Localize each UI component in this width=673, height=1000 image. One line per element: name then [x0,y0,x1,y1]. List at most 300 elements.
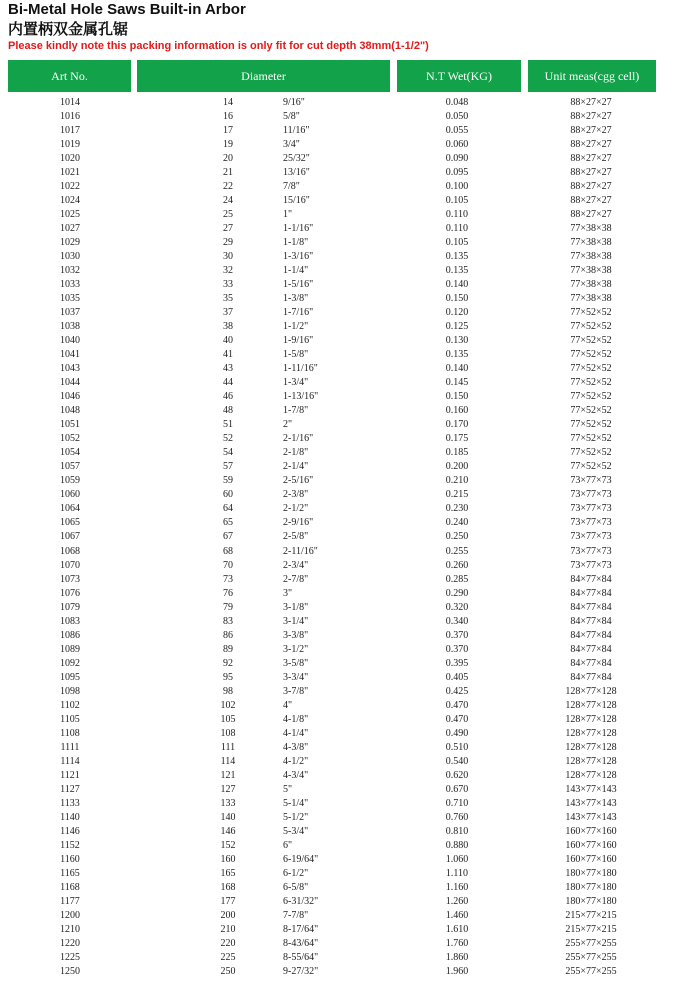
weight-cell: 0.370 [445,629,469,641]
table-row [0,432,673,446]
unit-meas-cell: 88×27×27 [570,181,612,193]
unit-meas-cell: 88×27×27 [570,209,612,221]
diameter-mm-cell: 168 [220,881,236,893]
diameter-mm-cell: 102 [220,699,236,711]
diameter-mm-cell: 127 [220,783,236,795]
weight-cell: 0.290 [445,587,469,599]
art-no-cell: 1177 [60,895,80,907]
weight-cell: 0.370 [445,643,469,655]
diameter-mm-cell: 59 [223,475,233,487]
art-no-cell: 1086 [60,629,80,641]
table-row [0,166,673,180]
weight-cell: 0.175 [445,433,469,445]
weight-cell: 0.170 [445,419,469,431]
unit-meas-cell: 73×77×73 [570,531,612,543]
unit-meas-cell: 77×38×38 [570,223,612,235]
unit-meas-cell: 77×52×52 [570,321,612,333]
weight-cell: 0.260 [445,559,469,571]
unit-meas-cell: 128×77×128 [565,755,617,767]
table-row [0,418,673,432]
diameter-inch-cell: 4-1/2" [283,755,309,767]
diameter-inch-cell: 1-5/8" [283,349,309,361]
art-no-cell: 1046 [60,391,80,403]
diameter-mm-cell: 64 [223,503,233,515]
diameter-mm-cell: 20 [223,153,233,165]
weight-cell: 0.110 [445,209,469,221]
diameter-inch-cell: 2-1/16" [283,433,314,445]
diameter-mm-cell: 25 [223,209,233,221]
art-no-cell: 1165 [60,867,80,879]
diameter-mm-cell: 79 [223,601,233,613]
table-row [0,306,673,320]
art-no-cell: 1108 [60,727,80,739]
unit-meas-cell: 128×77×128 [565,769,617,781]
unit-meas-cell: 77×52×52 [570,307,612,319]
art-no-cell: 1105 [60,713,80,725]
diameter-inch-cell: 3" [283,587,293,599]
diameter-mm-cell: 73 [223,573,233,585]
weight-cell: 0.470 [445,713,469,725]
weight-cell: 0.105 [445,237,469,249]
diameter-inch-cell: 1-13/16" [283,391,319,403]
unit-meas-cell: 84×77×84 [570,587,612,599]
table-row [0,390,673,404]
diameter-inch-cell: 2-9/16" [283,517,314,529]
unit-meas-cell: 88×27×27 [570,97,612,108]
diameter-inch-cell: 5/8" [283,111,300,123]
art-no-cell: 1098 [60,685,80,697]
diameter-inch-cell: 25/32" [283,153,310,165]
page-title-chinese: 内置柄双金属孔锯 [8,20,129,38]
diameter-mm-cell: 83 [223,615,233,627]
weight-cell: 1.960 [445,965,469,977]
table-row [0,909,673,923]
table-row [0,713,673,727]
diameter-inch-cell: 3/4" [283,139,300,151]
weight-cell: 0.090 [445,153,469,165]
diameter-inch-cell: 2-5/8" [283,531,309,543]
diameter-inch-cell: 1-1/16" [283,223,314,235]
table-row [0,208,673,222]
unit-meas-cell: 77×52×52 [570,349,612,361]
table-row [0,264,673,278]
table-row [0,797,673,811]
diameter-mm-cell: 29 [223,237,233,249]
weight-cell: 0.125 [445,321,469,333]
diameter-inch-cell: 5-1/4" [283,797,309,809]
art-no-cell: 1089 [60,643,80,655]
table-row [0,460,673,474]
table-row [0,811,673,825]
diameter-mm-cell: 114 [220,755,236,767]
diameter-mm-cell: 43 [223,363,233,375]
unit-meas-cell: 77×52×52 [570,405,612,417]
art-no-cell: 1022 [60,181,80,193]
page-title: Bi-Metal Hole Saws Built-in Arbor [8,1,246,18]
weight-cell: 0.285 [445,573,469,585]
art-no-cell: 1070 [60,559,80,571]
table-row [0,222,673,236]
art-no-cell: 1068 [60,545,80,557]
table-row [0,446,673,460]
unit-meas-cell: 77×52×52 [570,335,612,347]
weight-cell: 0.710 [445,797,469,809]
art-no-cell: 1048 [60,405,80,417]
table-row [0,404,673,418]
table-row [0,516,673,530]
art-no-cell: 1121 [60,769,80,781]
art-no-cell: 1092 [60,657,80,669]
art-no-cell: 1029 [60,237,80,249]
unit-meas-cell: 73×77×73 [570,545,612,557]
weight-cell: 0.670 [445,783,469,795]
diameter-inch-cell: 3-1/8" [283,601,309,613]
unit-meas-cell: 255×77×255 [565,951,617,963]
weight-cell: 0.620 [445,769,469,781]
unit-meas-cell: 73×77×73 [570,517,612,529]
table-row [0,376,673,390]
diameter-mm-cell: 30 [223,251,233,263]
diameter-mm-cell: 44 [223,377,233,389]
diameter-inch-cell: 1-11/16" [283,363,318,375]
unit-meas-cell: 215×77×215 [565,909,617,921]
weight-cell: 0.095 [445,167,469,179]
diameter-inch-cell: 1-3/16" [283,251,314,263]
weight-cell: 0.145 [445,377,469,389]
diameter-inch-cell: 6-5/8" [283,881,309,893]
weight-cell: 1.260 [445,895,469,907]
art-no-cell: 1025 [60,209,80,221]
table-row [0,362,673,376]
unit-meas-cell: 128×77×128 [565,685,617,697]
art-no-cell: 1035 [60,293,80,305]
weight-cell: 0.240 [445,517,469,529]
art-no-cell: 1079 [60,601,80,613]
diameter-mm-cell: 225 [220,951,236,963]
unit-meas-cell: 88×27×27 [570,139,612,151]
weight-cell: 1.760 [445,937,469,949]
unit-meas-cell: 160×77×160 [565,853,617,865]
art-no-cell: 1060 [60,489,80,501]
table-row [0,895,673,909]
diameter-inch-cell: 7-7/8" [283,909,309,921]
diameter-inch-cell: 2-5/16" [283,475,314,487]
unit-meas-cell: 73×77×73 [570,559,612,571]
art-no-cell: 1133 [60,797,80,809]
weight-cell: 0.490 [445,727,469,739]
unit-meas-cell: 143×77×143 [565,797,617,809]
weight-cell: 0.250 [445,531,469,543]
diameter-inch-cell: 5" [283,783,293,795]
column-header-art-no: Art No. [8,60,131,92]
diameter-mm-cell: 200 [220,909,236,921]
table-row [0,657,673,671]
diameter-inch-cell: 4-3/8" [283,741,309,753]
diameter-mm-cell: 70 [223,559,233,571]
art-no-cell: 1140 [60,811,80,823]
table-row [0,783,673,797]
weight-cell: 0.230 [445,503,469,515]
unit-meas-cell: 84×77×84 [570,657,612,669]
unit-meas-cell: 180×77×180 [565,867,617,879]
diameter-inch-cell: 8-55/64" [283,951,319,963]
diameter-mm-cell: 220 [220,937,236,949]
diameter-inch-cell: 11/16" [283,125,310,137]
diameter-mm-cell: 95 [223,671,233,683]
diameter-mm-cell: 108 [220,727,236,739]
table-row [0,671,673,685]
art-no-cell: 1057 [60,461,80,473]
table-row [0,601,673,615]
diameter-mm-cell: 24 [223,195,233,207]
art-no-cell: 1146 [60,825,80,837]
diameter-mm-cell: 46 [223,391,233,403]
weight-cell: 0.150 [445,293,469,305]
art-no-cell: 1040 [60,335,80,347]
unit-meas-cell: 160×77×160 [565,839,617,851]
unit-meas-cell: 77×52×52 [570,461,612,473]
table-row [0,474,673,488]
diameter-mm-cell: 121 [220,769,236,781]
weight-cell: 0.135 [445,265,469,277]
diameter-inch-cell: 6-31/32" [283,895,319,907]
table-row [0,685,673,699]
art-no-cell: 1095 [60,671,80,683]
diameter-mm-cell: 19 [223,139,233,151]
unit-meas-cell: 73×77×73 [570,489,612,501]
diameter-inch-cell: 4-1/8" [283,713,309,725]
weight-cell: 0.055 [445,125,469,137]
diameter-inch-cell: 1-9/16" [283,335,314,347]
art-no-cell: 1102 [60,699,80,711]
table-row [0,937,673,951]
art-no-cell: 1051 [60,419,80,431]
diameter-inch-cell: 13/16" [283,167,310,179]
table-row [0,278,673,292]
table-row [0,124,673,138]
weight-cell: 0.880 [445,839,469,851]
weight-cell: 0.340 [445,615,469,627]
diameter-mm-cell: 152 [220,839,236,851]
unit-meas-cell: 73×77×73 [570,475,612,487]
diameter-mm-cell: 165 [220,867,236,879]
diameter-mm-cell: 52 [223,433,233,445]
weight-cell: 0.405 [445,671,469,683]
unit-meas-cell: 143×77×143 [565,811,617,823]
weight-cell: 0.135 [445,349,469,361]
diameter-inch-cell: 4-1/4" [283,727,309,739]
art-no-cell: 1152 [60,839,80,851]
art-no-cell: 1065 [60,517,80,529]
diameter-inch-cell: 6-1/2" [283,867,309,879]
art-no-cell: 1083 [60,615,80,627]
weight-cell: 0.255 [445,545,469,557]
table-row [0,180,673,194]
unit-meas-cell: 77×38×38 [570,293,612,305]
unit-meas-cell: 160×77×160 [565,825,617,837]
diameter-inch-cell: 2-1/2" [283,503,309,515]
packing-note: Please kindly note this packing information is only fit for cut depth 38mm(1-1/2") [8,40,429,52]
art-no-cell: 1054 [60,447,80,459]
table-row [0,573,673,587]
diameter-inch-cell: 1-7/8" [283,405,309,417]
diameter-mm-cell: 67 [223,531,233,543]
diameter-inch-cell: 8-17/64" [283,923,319,935]
table-row [0,867,673,881]
weight-cell: 0.120 [445,307,469,319]
art-no-cell: 1020 [60,153,80,165]
diameter-mm-cell: 32 [223,265,233,277]
diameter-inch-cell: 9-27/32" [283,965,319,977]
table-row [0,755,673,769]
weight-cell: 0.100 [445,181,469,193]
unit-meas-cell: 77×38×38 [570,265,612,277]
art-no-cell: 1210 [60,923,80,935]
art-no-cell: 1220 [60,937,80,949]
diameter-mm-cell: 133 [220,797,236,809]
unit-meas-cell: 84×77×84 [570,601,612,613]
art-no-cell: 1059 [60,475,80,487]
weight-cell: 1.110 [445,867,469,879]
table-row [0,292,673,306]
art-no-cell: 1021 [60,167,80,179]
art-no-cell: 1033 [60,279,80,291]
diameter-mm-cell: 22 [223,181,233,193]
weight-cell: 1.860 [445,951,469,963]
diameter-mm-cell: 105 [220,713,236,725]
diameter-inch-cell: 6-19/64" [283,853,319,865]
diameter-inch-cell: 3-3/4" [283,671,309,683]
weight-cell: 0.210 [445,475,469,487]
weight-cell: 0.130 [445,335,469,347]
weight-cell: 0.060 [445,139,469,151]
art-no-cell: 1225 [60,951,80,963]
unit-meas-cell: 255×77×255 [565,937,617,949]
diameter-mm-cell: 16 [223,111,233,123]
art-no-cell: 1200 [60,909,80,921]
diameter-inch-cell: 1-3/8" [283,293,309,305]
diameter-mm-cell: 17 [223,125,233,137]
diameter-mm-cell: 177 [220,895,236,907]
diameter-inch-cell: 1-3/4" [283,377,309,389]
unit-meas-cell: 128×77×128 [565,699,617,711]
table-row [0,769,673,783]
unit-meas-cell: 77×52×52 [570,419,612,431]
table-row [0,881,673,895]
table-row [0,502,673,516]
column-header-diameter: Diameter [137,60,390,92]
diameter-mm-cell: 41 [223,349,233,361]
diameter-inch-cell: 2" [283,419,293,431]
unit-meas-cell: 84×77×84 [570,615,612,627]
unit-meas-cell: 88×27×27 [570,153,612,165]
weight-cell: 0.395 [445,657,469,669]
unit-meas-cell: 84×77×84 [570,671,612,683]
art-no-cell: 1024 [60,195,80,207]
weight-cell: 1.160 [445,881,469,893]
diameter-inch-cell: 2-7/8" [283,573,309,585]
table-row [0,839,673,853]
unit-meas-cell: 180×77×180 [565,881,617,893]
unit-meas-cell: 77×52×52 [570,433,612,445]
table-row [0,853,673,867]
art-no-cell: 1114 [60,755,80,767]
table-row [0,488,673,502]
table-row [0,194,673,208]
diameter-inch-cell: 15/16" [283,195,310,207]
diameter-mm-cell: 86 [223,629,233,641]
weight-cell: 0.510 [445,741,469,753]
diameter-mm-cell: 65 [223,517,233,529]
product-table-body [0,96,673,979]
diameter-mm-cell: 76 [223,587,233,599]
unit-meas-cell: 73×77×73 [570,503,612,515]
diameter-inch-cell: 7/8" [283,181,300,193]
table-row [0,727,673,741]
art-no-cell: 1168 [60,881,80,893]
diameter-inch-cell: 3-3/8" [283,629,309,641]
art-no-cell: 1067 [60,531,80,543]
diameter-mm-cell: 35 [223,293,233,305]
weight-cell: 0.540 [445,755,469,767]
table-row [0,250,673,264]
weight-cell: 1.060 [445,853,469,865]
table-row [0,923,673,937]
art-no-cell: 1041 [60,349,80,361]
table-row [0,545,673,559]
art-no-cell: 1160 [60,853,80,865]
diameter-inch-cell: 1-1/8" [283,237,309,249]
art-no-cell: 1032 [60,265,80,277]
diameter-inch-cell: 3-5/8" [283,657,309,669]
diameter-mm-cell: 68 [223,545,233,557]
diameter-mm-cell: 250 [220,965,236,977]
diameter-mm-cell: 54 [223,447,233,459]
table-row [0,530,673,544]
unit-meas-cell: 128×77×128 [565,713,617,725]
unit-meas-cell: 88×27×27 [570,125,612,137]
art-no-cell: 1111 [60,741,80,753]
diameter-mm-cell: 51 [223,419,233,431]
weight-cell: 0.160 [445,405,469,417]
diameter-mm-cell: 14 [223,97,233,108]
unit-meas-cell: 77×52×52 [570,363,612,375]
art-no-cell: 1037 [60,307,80,319]
diameter-mm-cell: 40 [223,335,233,347]
column-header-unit-meas: Unit meas(cgg cell) [528,60,656,92]
diameter-mm-cell: 57 [223,461,233,473]
diameter-inch-cell: 3-7/8" [283,685,309,697]
diameter-inch-cell: 2-3/4" [283,559,309,571]
table-row [0,615,673,629]
table-row [0,152,673,166]
unit-meas-cell: 88×27×27 [570,195,612,207]
weight-cell: 0.135 [445,251,469,263]
art-no-cell: 1019 [60,139,80,151]
weight-cell: 0.050 [445,111,469,123]
unit-meas-cell: 215×77×215 [565,923,617,935]
table-row [0,965,673,979]
art-no-cell: 1064 [60,503,80,515]
art-no-cell: 1017 [60,125,80,137]
weight-cell: 0.810 [445,825,469,837]
diameter-mm-cell: 210 [220,923,236,935]
table-row [0,587,673,601]
weight-cell: 0.140 [445,279,469,291]
unit-meas-cell: 88×27×27 [570,167,612,179]
unit-meas-cell: 77×38×38 [570,279,612,291]
weight-cell: 0.110 [445,223,469,235]
